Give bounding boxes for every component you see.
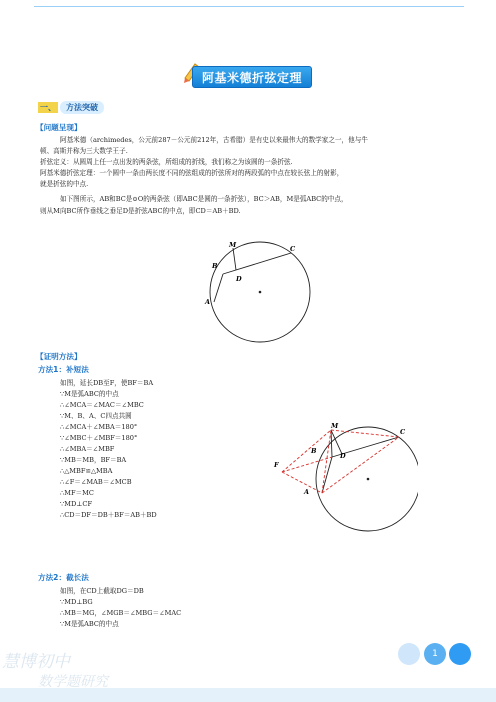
label-M: M [331,422,339,430]
label-A: A [205,298,211,306]
diagram-method1 [268,416,418,546]
label-F: F [274,461,279,469]
method1-line: ∴∠MBA＝∠MBF [60,445,115,453]
method1-line: ∴∠F＝∠MAB＝∠MCB [60,478,132,486]
label-D: D [236,275,242,283]
method1-line: ∵M、B、A、C四点共圆 [60,412,132,420]
method1-line: ∵∠MBC＋∠MBF＝180° [60,434,138,442]
problem-line: 阿基米德折弦定理：一个圆中一条由两长度不同的弦组成的折弦所对的两段弧的中点在较长弦上的射影， [40,169,344,177]
problem-line: 折弦定义：从圆周上任一点出发的两条弦，所组成的折线，我们称之为该圆的一条折弦. [40,158,293,166]
method1-line: ∴∠MCA＝∠MAC＝∠MBC [60,401,144,409]
section-number: 一、 [40,102,56,112]
section-tag [38,100,104,114]
method1-line: ∵M是弧ABC的中点 [60,390,119,398]
method1-line: 如图，延长DB至F，使BF＝BA [60,379,154,387]
page-number: 1 [424,643,446,665]
method1-line: ∴MF＝MC [60,489,94,497]
label-D: D [340,452,346,460]
problem-line: 则从M向BC所作垂线之垂足D是折弦ABC的中点，即CD＝AB＋BD. [40,207,241,215]
watermark-line: 慧博初中 [2,652,70,672]
problem-line: 顿、高斯并称为三大数学王子. [40,147,128,155]
label-C: C [400,428,406,436]
method1-line: ∴∠MCA＋∠MBA＝180° [60,423,138,431]
method2-title: 方法2：截长法 [38,573,89,582]
label-B: B [311,447,317,455]
header-rule [34,6,464,7]
problem-line: 阿基米德（archimedes，公元前287－公元前212年，古希腊）是有史以来最伟大的数学家之一，他与牛 [60,136,368,144]
decor-dot [449,643,471,665]
method2-line: ∵M是弧ABC的中点 [60,620,119,628]
proof-heading: 【证明方法】 [36,352,82,361]
problem-heading: 【问题呈现】 [36,123,82,132]
section-label: 方法突破 [60,101,104,114]
method2-line: ∴MB＝MG，∠MGB＝∠MBG＝∠MAC [60,609,182,617]
label-C: C [290,245,296,253]
method2-line: 如图，在CD上截取DG＝DB [60,587,144,595]
method1-title: 方法1：补短法 [38,365,89,374]
decor-dot [398,643,420,665]
method1-line: ∴CD＝DF＝DB＋BF＝AB＋BD [60,511,157,519]
page-title: 阿基米德折弦定理 [192,66,312,88]
method2-line: ∵MD⊥BG [60,598,93,606]
method1-line: ∵MD⊥CF [60,500,93,508]
label-M: M [229,241,237,249]
problem-line: 如下图所示，AB和BC是⊙O的两条弦（即ABC是圆的一条折弦），BC＞AB，M是弧ABC的中点， [60,195,348,203]
label-A: A [304,488,310,496]
diagram-broken-chord [196,236,316,346]
label-B: B [212,262,218,270]
problem-line: 就是折弦的中点. [40,180,89,188]
footer-watermark [2,652,108,692]
watermark-line: 数学题研究 [38,674,108,690]
method1-line: ∵MB＝MB，BF＝BA [60,456,127,464]
method1-line: ∴△MBF≌△MBA [60,467,113,475]
